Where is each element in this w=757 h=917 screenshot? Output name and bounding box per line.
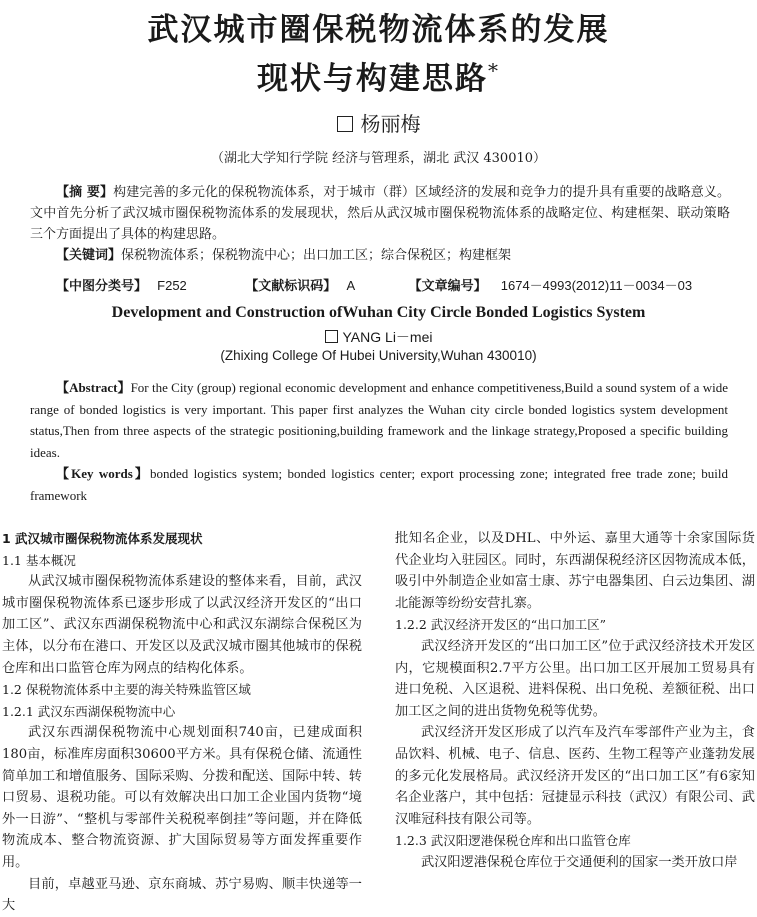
classification-line [56,275,692,294]
author-cn-name: 杨丽梅 [360,112,421,136]
abstract-en-label: 【Abstract】 [56,380,131,395]
title-en: Development and Construction ofWuhan City Circle Bonded Logistics System [111,304,646,321]
section-heading-1-2-2: 1.2.2 武汉经济开发区的“出口加工区” [395,617,607,633]
article-no-label: 【文章编号】 [408,279,487,294]
paragraph: 从武汉城市圈保税物流体系建设的整体来看，目前，武汉城市圈保税物流体系已逐步形成了以武汉经济开发区的“出口加工区”、武汉东西湖保税物流中心和武汉东湖综合保税区为主体，以分布在港口、开发区以及武汉城市圈其他城市的保税仓库和出口监管仓库为网点的结构化体系。 [2,574,362,676]
author-en-name: YANG Li－mei [342,329,433,345]
abstract-cn [30,182,730,245]
keywords-en [30,463,728,506]
doc-code-value: A [346,278,356,293]
abstract-en-block [30,377,728,506]
abstract-cn-block [30,182,730,266]
doc-code-label: 【文献标识码】 [245,279,337,294]
author-cn [0,108,757,137]
keywords-en-text: bonded logistics system; bonded logistics center; export processing zone; integrated free trade zone; build framework [30,466,728,503]
paragraph: 批知名企业，以及DHL、中外运、嘉里大通等十余家国际货代企业均入驻园区。同时，东西湖保税经济区因物流成本低，吸引中外制造企业如富士康、苏宁电器集团、白云边集团、湖北能源等纷纷安营扎寨。 [395,531,755,611]
clc-value: F252 [157,278,187,293]
section-heading-1-1: 1.1 基本概况 [2,552,76,568]
author-en [0,327,757,347]
section-heading-1-2-3: 1.2.3 武汉阳逻港保税仓库和出口监管仓库 [395,833,631,849]
body-right-column [395,528,755,874]
paragraph: 武汉东西湖保税物流中心规划面积740亩，已建成面积180亩，标准库房面积30600平方米。具有保税仓储、流通性简单加工和增值服务、国际采购、分拨和配送、国际中转、转口贸易、退税功能。可以有效解决出口加工企业国内货物“境外一日游”、“整机与零部件关税税率倒挂”等问题，并在降低物流成本、整合物流资源、扩大国际贸易等方面发挥重要作用。 [2,725,362,870]
abstract-en [30,377,728,463]
affiliation-cn: （湖北大学知行学院 经济与管理系，湖北 武汉 430010） [210,151,547,166]
section-heading-1: 1 武汉城市圈保税物流体系发展现状 [2,531,203,546]
keywords-cn-label: 【关键词】 [56,248,122,263]
section-heading-1-2-1: 1.2.1 武汉东西湖保税物流中心 [2,703,176,719]
box-icon [325,330,338,343]
paragraph: 武汉阳逻港保税仓库位于交通便利的国家一类开放口岸 [421,854,738,870]
clc-label: 【中图分类号】 [56,279,148,294]
paragraph: 目前，卓越亚马逊、京东商城、苏宁易购、顺丰快递等一大 [2,876,362,914]
section-heading-1-2: 1.2 保税物流体系中主要的海关特殊监管区域 [2,682,251,698]
title-cn-line2-text: 现状与构建思路 [257,61,488,97]
box-icon [337,116,353,132]
body-left-column [2,528,362,917]
affiliation-en: (Zhixing College Of Hubei University,Wuhan 430010) [220,348,537,363]
keywords-cn [30,245,730,266]
article-no-value: 1674－4993(2012)11－0034－03 [500,278,693,293]
abstract-en-text: For the City (group) regional economic development and enhance competitiveness,Build a sound system of a wide range of bonded logistics is very important. This paper first analyzes the Wuhan city circle bonded logistics system development status,Then from three aspects of the strategic positioning,building framework and the linkage strategy,Proposed a specific building ideas. [30,380,728,460]
title-cn-line1: 武汉城市圈保税物流体系的发展 [147,12,610,48]
keywords-cn-text: 保税物流体系；保税物流中心；出口加工区；综合保税区；构建框架 [121,248,512,263]
title-cn-line2 [0,53,757,98]
keywords-en-label: 【Key words】 [56,466,151,481]
paragraph: 武汉经济开发区的“出口加工区”位于武汉经济技术开发区内，它规模面积2.7平方公里。出口加工区开展加工贸易具有进口免税、入区退税、进料保税、出口免税、差额征税、出口加工区之间的进出货物免税等优势。 [395,638,755,719]
abstract-cn-text: 构建完善的多元化的保税物流体系，对于城市（群）区域经济的发展和竞争力的提升具有重要的战略意义。文中首先分析了武汉城市圈保税物流体系的发展现状，然后从武汉城市圈保税物流体系的战略定位、构建框架、联动策略三个方面提出了具体的构建思路。 [30,185,730,242]
paragraph: 武汉经济开发区形成了以汽车及汽车零部件产业为主，食品饮料、机械、电子、信息、医药、生物工程等产业蓬勃发展的多元化发展格局。武汉经济开发区的“出口加工区”有6家知名企业落户，其中包括：冠捷显示科技（武汉）有限公司、武汉唯冠科技有限公司等。 [395,725,755,827]
title-footnote-star: * [488,58,500,83]
abstract-cn-label: 【摘 要】 [56,185,114,200]
